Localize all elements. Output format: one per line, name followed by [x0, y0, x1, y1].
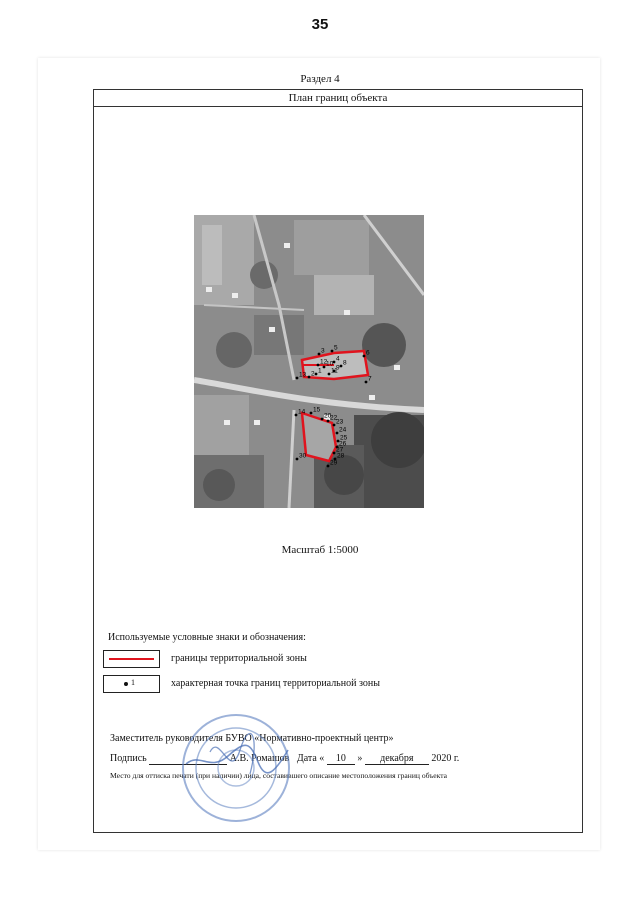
boundary-point-label-25: 25 [340, 434, 348, 442]
boundary-point-29 [327, 465, 330, 468]
boundary-point-10 [323, 366, 326, 369]
boundary-point-5 [331, 350, 334, 353]
boundary-point-label-22: 22 [330, 414, 338, 422]
boundary-point-8 [340, 365, 343, 368]
boundary-point-13 [296, 377, 299, 380]
boundary-point-label-14: 14 [298, 408, 306, 416]
boundary-point-label-24: 24 [339, 426, 347, 434]
legend-label-boundary: границы территориальной зоны [171, 653, 307, 664]
boundary-point-label-30: 30 [299, 452, 307, 460]
boundary-point-30 [296, 458, 299, 461]
boundary-point-label-5: 5 [334, 344, 338, 352]
boundary-point-label-20: 20 [324, 412, 332, 420]
signatory-position: Заместитель руководителя БУВО «Нормативно-проектный центр» [110, 733, 394, 744]
plan-header: План границ объекта [94, 90, 582, 107]
boundary-point-label-11: 11 [331, 367, 338, 375]
section-title: Раздел 4 [300, 73, 340, 85]
boundary-point-6 [363, 355, 366, 358]
date-year: 2020 г. [431, 753, 460, 764]
point-dot-icon [124, 682, 128, 686]
boundary-point-15 [310, 412, 313, 415]
signatory-name: А.В. Ромашов [229, 753, 290, 764]
red-boundary-line-icon [109, 658, 154, 660]
boundary-point-label-13: 13 [299, 371, 307, 379]
boundary-point-label-6: 6 [366, 349, 370, 357]
boundary-point-20 [321, 418, 324, 421]
boundary-point-label-4: 4 [336, 355, 340, 363]
boundary-point-label-26: 26 [339, 440, 347, 448]
boundary-point-label-27: 27 [336, 446, 344, 454]
boundary-point-label-15: 15 [313, 406, 321, 414]
stamp-note: Место для оттиска печати (при наличии) лица, составившего описание местоположения границ объекта [110, 771, 448, 780]
boundary-point-label-12: 12 [320, 358, 328, 366]
legend-title: Используемые условные знаки и обозначения: [108, 632, 306, 643]
boundary-point-22 [327, 420, 330, 423]
boundary-point-23 [333, 424, 336, 427]
boundary-point-label-29: 29 [330, 459, 338, 467]
page-number: 35 [311, 16, 329, 33]
boundary-point-label-2: 2 [311, 370, 315, 378]
date-day: 10 [327, 753, 355, 765]
legend-symbol-boundary [103, 650, 160, 668]
legend-point-number: 1 [131, 678, 135, 687]
legend-symbol-point [103, 675, 160, 693]
boundary-point-14 [295, 414, 298, 417]
boundary-point-label-3: 3 [321, 347, 325, 355]
date-label: Дата « [296, 753, 325, 764]
boundary-point-label-9: 9 [336, 364, 340, 372]
boundary-point-labels [194, 215, 424, 508]
date-month: декабря [365, 753, 429, 765]
boundary-point-label-10: 10 [326, 360, 334, 368]
boundary-point-3 [318, 353, 321, 356]
boundary-point-label-28: 28 [337, 452, 345, 460]
date-day-close: » [357, 753, 363, 764]
boundary-point-27 [333, 452, 336, 455]
boundary-point-label-8: 8 [343, 359, 347, 367]
map-scale: Масштаб 1:5000 [281, 544, 359, 556]
boundary-point-label-7: 7 [368, 375, 372, 383]
boundary-point-24 [336, 432, 339, 435]
stamp-seal-icon [180, 712, 292, 824]
signature-label: Подпись [110, 753, 147, 764]
legend-label-point: характерная точка границ территориальной зоны [171, 678, 380, 689]
aerial-map [194, 215, 424, 508]
boundary-point-7 [365, 381, 368, 384]
boundary-point-12 [317, 364, 320, 367]
boundary-point-1 [315, 373, 318, 376]
boundary-point-label-1: 1 [318, 367, 322, 375]
boundary-point-label-23: 23 [336, 418, 344, 426]
boundary-point-2 [308, 376, 311, 379]
boundary-point-11 [328, 373, 331, 376]
